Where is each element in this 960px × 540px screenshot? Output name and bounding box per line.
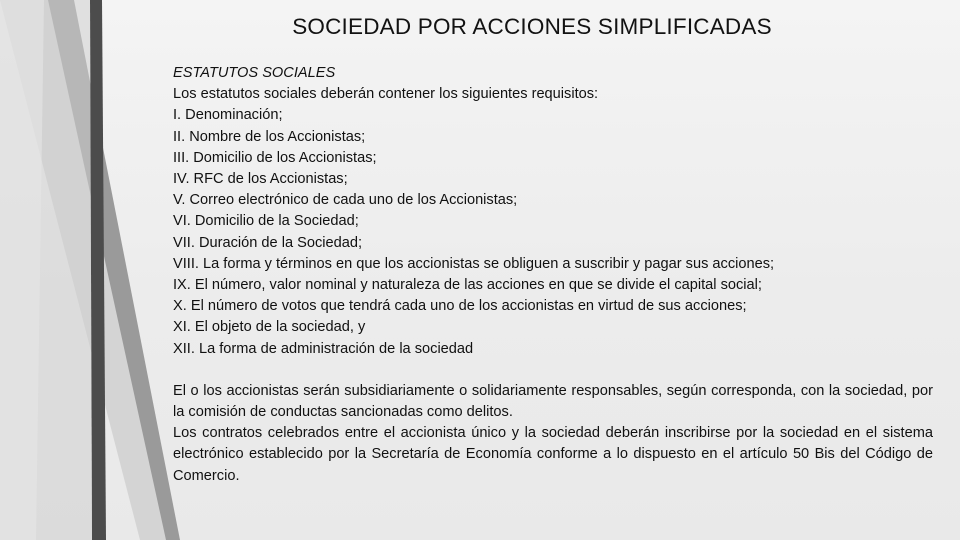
requirements-list — [173, 105, 933, 359]
list-item: XII. La forma de administración de la sociedad — [173, 340, 474, 357]
list-item: I. Denominación; — [173, 107, 283, 124]
note-paragraph: Los contratos celebrados entre el accionista único y la sociedad deberán inscribirse por la sociedad en el sistema electrónico establecido por la Secretaría de Economía conforme a lo dispuesto en el artículo 50 Bis del Código de Comercio. — [173, 425, 933, 484]
list-item: VII. Duración de la Sociedad; — [173, 234, 363, 251]
list-item: VIII. La forma y términos en que los accionistas se obliguen a suscribir y pagar sus acciones; — [173, 255, 775, 272]
list-item: IV. RFC de los Accionistas; — [173, 171, 348, 188]
note-paragraph: El o los accionistas serán subsidiariamente o solidariamente responsables, según corresponda, con la sociedad, por la comisión de conductas sancionadas como delitos. — [173, 382, 933, 421]
slide-content — [173, 63, 933, 487]
list-item: V. Correo electrónico de cada uno de los Accionistas; — [173, 192, 518, 209]
notes-section — [173, 381, 933, 487]
slide-title: SOCIEDAD POR ACCIONES SIMPLIFICADAS — [292, 14, 772, 39]
band-dark — [90, 0, 106, 540]
intro-text: Los estatutos sociales deberán contener los siguientes requisitos: — [173, 86, 599, 103]
list-item: III. Domicilio de los Accionistas; — [173, 149, 377, 166]
list-item: X. El número de votos que tendrá cada uno de los accionistas en virtud de sus acciones; — [173, 298, 747, 315]
list-item: XI. El objeto de la sociedad, y — [173, 319, 366, 336]
section-heading: ESTATUTOS SOCIALES — [173, 65, 336, 81]
decorative-side-bands — [0, 0, 180, 540]
list-item: VI. Domicilio de la Sociedad; — [173, 213, 359, 230]
list-item: II. Nombre de los Accionistas; — [173, 128, 366, 145]
list-item: IX. El número, valor nominal y naturaleza de las acciones en que se divide el capital social; — [173, 277, 762, 294]
